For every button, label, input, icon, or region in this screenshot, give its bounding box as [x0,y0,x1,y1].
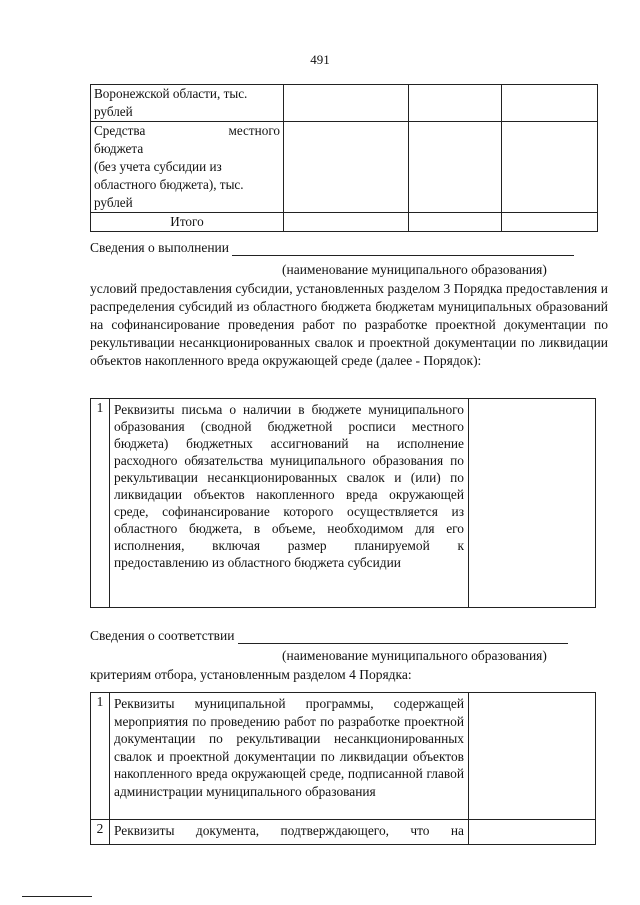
section-heading [90,628,568,644]
table-row [91,122,598,213]
table-cell [409,213,502,232]
table-cell [284,122,409,213]
table-row [91,85,598,122]
row-text: Реквизиты документа, подтверждающего, что на [110,820,469,845]
cell-word: местного [228,123,280,138]
section-heading [90,240,574,256]
row-number: 1 [91,399,110,608]
fill-in-line [232,240,574,256]
cell-text-line: (без учета субсидии из [94,159,222,174]
table-cell-label [91,122,284,213]
table-row [91,399,596,608]
requirements-table [90,398,596,608]
cell-word: Средства [94,123,146,138]
cell-text-line: рублей [94,104,133,119]
row-text: Реквизиты письма о наличии в бюджете муниципального образования (сводной бюджетной росписи местного бюджета) бюджетных ассигнований на исполнение расходного обязательства муниципального образования по рекультивации несанкционированных свалок и (или) по ликвидации объектов накопленного вреда окружающей среде, софинансирование которого осуществляется из областного бюджета, в объеме, необходимом для его исполнения, включая размер планируемой к предоставлению из областного бюджета субсидии [110,399,469,608]
row-text: Реквизиты муниципальной программы, содержащей мероприятия по проведению работ по разработке проектной документации по рекультивации несанкционированных свалок и проектной документации по ликвидации объектов накопленного вреда окружающей среде, подписанной главой администрации муниципального образования [110,693,469,820]
row-number: 1 [91,693,110,820]
page-number: 491 [310,52,330,67]
fill-in-line [238,628,568,644]
footnote-divider [22,896,92,897]
section-heading-text: Сведения о соответствии [90,628,235,643]
section-paragraph: условий предоставления субсидии, установленных разделом 3 Порядка предоставления и распределения субсидий из областного бюджета бюджетам муниципальных образований на софинансирование проведения работ по разработке проектной документации по рекультивации несанкционированных свалок и проектной документации по ликвидации объектов накопленного вреда окружающей среде (далее - Порядок): [90,281,608,368]
cell-text-line [94,122,280,140]
cell-text-line: бюджета [94,141,144,156]
cell-text-line: Воронежской области, тыс. [94,86,248,101]
table-cell [502,213,598,232]
table-cell [284,85,409,122]
section-heading-text: Сведения о выполнении [90,240,230,255]
table-cell [502,85,598,122]
table-cell [469,693,596,820]
criteria-table [90,692,596,845]
cell-text-line: рублей [94,195,133,210]
field-caption: (наименование муниципального образования) [282,648,547,663]
table-row [91,820,596,845]
table-cell-label [91,85,284,122]
funding-table [90,84,598,232]
table-cell [469,820,596,845]
table-row [91,693,596,820]
row-number: 2 [91,820,110,845]
table-row [91,213,598,232]
cell-text-line: областного бюджета), тыс. [94,177,244,192]
table-cell [284,213,409,232]
table-cell-label: Итого [91,213,284,232]
field-caption: (наименование муниципального образования) [282,262,547,277]
section-paragraph: критериям отбора, установленным разделом 4 Порядка: [90,667,412,682]
table-cell [469,399,596,608]
table-cell [409,122,502,213]
table-cell [409,85,502,122]
table-cell [502,122,598,213]
